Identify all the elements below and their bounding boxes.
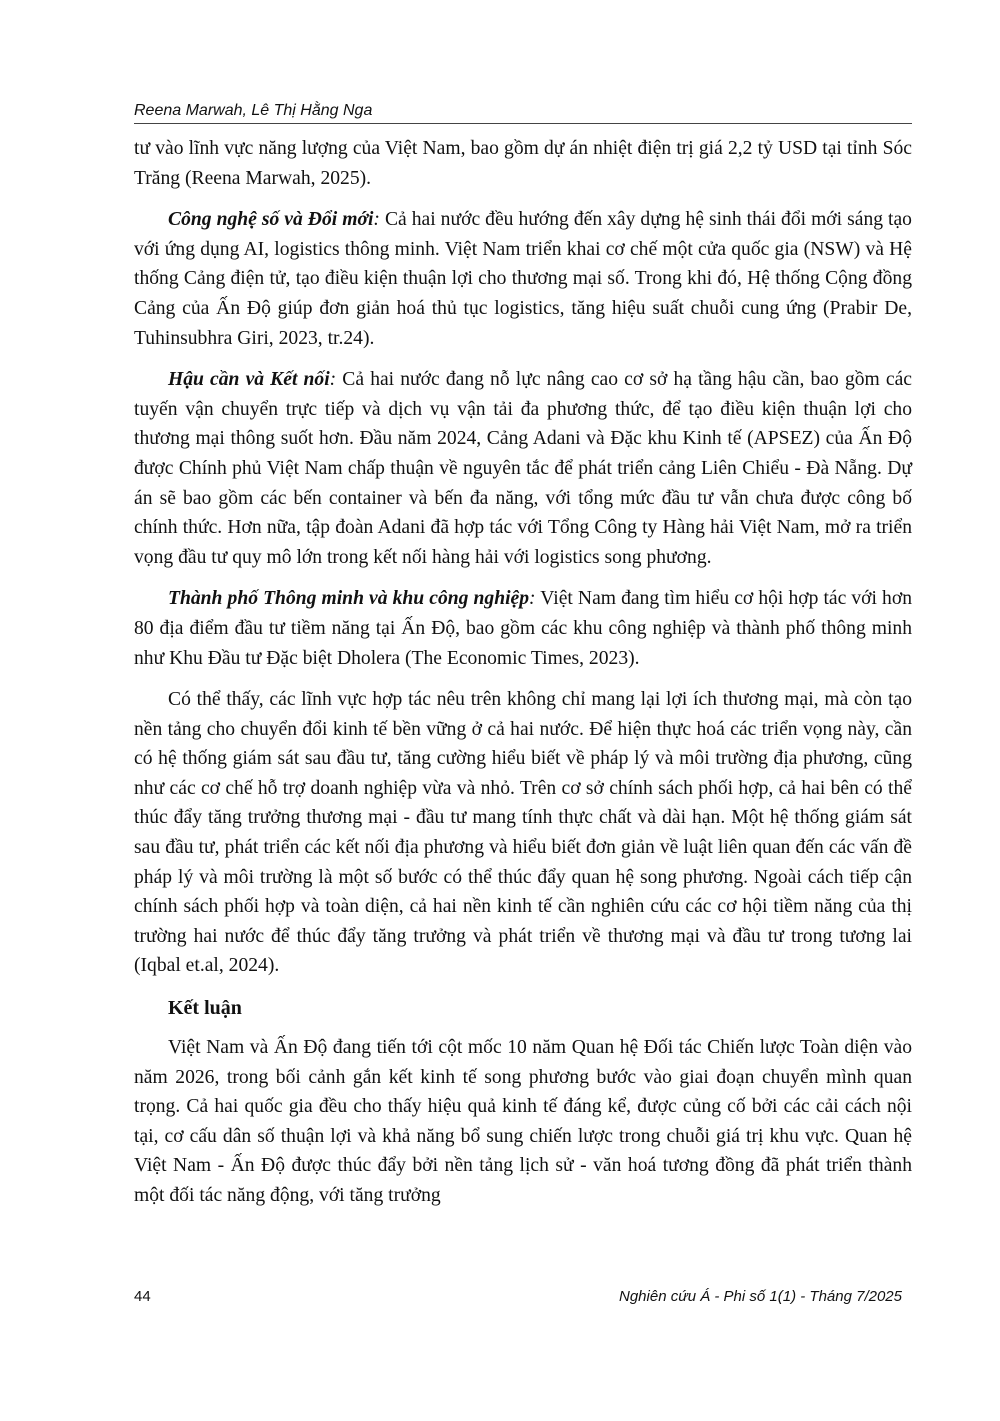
running-head-authors: Reena Marwah, Lê Thị Hằng Nga	[134, 100, 912, 124]
paragraph-text: Có thể thấy, các lĩnh vực hợp tác nêu trên không chỉ mang lại lợi ích thương mại, mà còn tạo nền tảng cho chuyển đổi kinh tế bền vững ở cả hai nước. Để hiện thực hoá các triển vọng này, cần có hệ thống giám sát sau đầu tư, tăng cường hiểu biết về pháp lý và môi trường địa phương, cũng như các cơ chế hỗ trợ doanh nghiệp vừa và nhỏ. Trên cơ sở chính sách phối hợp, cả hai bên có thể thúc đẩy tăng trưởng thương mại - đầu tư mang tính thực chất và dài hạn. Một hệ thống giám sát sau đầu tư, phát triển các kết nối địa phương và hiểu biết đơn giản về luật liên quan đến các vấn đề pháp lý và môi trường là một số bước có thể thúc đẩy quan hệ song phương. Ngoài cách tiếp cận chính sách phối hợp và toàn diện, cả hai nền kinh tế cần nghiên cứu các cơ hội tiềm năng của thị trường hai nước để thúc đẩy tăng trưởng và phát triển về thương mại và đầu tư trong tương lai (Iqbal et.al, 2024).	[134, 689, 912, 977]
section-heading-conclusion: Kết luận	[168, 997, 242, 1020]
paragraph-summary	[134, 685, 912, 981]
paragraph-lead: Công nghệ số và Đổi mới	[168, 209, 374, 231]
lead-colon: :	[329, 369, 337, 391]
article-body	[134, 134, 912, 1223]
paragraph-logistics-connectivity	[134, 365, 912, 572]
paragraph-text: tư vào lĩnh vực năng lượng của Việt Nam, bao gồm dự án nhiệt điện trị giá 2,2 tỷ USD tại tỉnh Sóc Trăng (Reena Marwah, 2025).	[134, 138, 912, 189]
paragraph-continuation	[134, 134, 912, 193]
paragraph-text: Việt Nam đang tìm hiểu cơ hội hợp tác với hơn 80 địa điểm đầu tư tiềm năng tại Ấn Độ, bao gồm các khu công nghiệp và thành phố thông minh như Khu Đầu tư Đặc biệt Dholera (The Economic Times, 2023).	[134, 588, 912, 669]
paragraph-text: Cả hai nước đều hướng đến xây dựng hệ sinh thái đổi mới sáng tạo với ứng dụng AI, logistics thông minh. Việt Nam triển khai cơ chế một cửa quốc gia (NSW) và Hệ thống Cảng điện tử, tạo điều kiện thuận lợi cho thương mại số. Trong khi đó, Hệ thống Cộng đồng Cảng của Ấn Độ giúp đơn giản hoá thủ tục logistics, tăng hiệu suất chuỗi cung ứng (Prabir De, Tuhinsubhra Giri, 2023, tr.24).	[134, 209, 912, 349]
journal-citation: Nghiên cứu Á - Phi số 1(1) - Tháng 7/2025	[619, 1288, 902, 1305]
paragraph-lead: Hậu cần và Kết nối	[168, 369, 330, 391]
paragraph-lead: Thành phố Thông minh và khu công nghiệp	[168, 588, 530, 610]
lead-colon: :	[529, 588, 536, 610]
paragraph-digital-innovation	[134, 205, 912, 353]
page-number: 44	[134, 1288, 151, 1305]
page-footer	[134, 1287, 902, 1307]
paragraph-text: Cả hai nước đang nỗ lực nâng cao cơ sở hạ tầng hậu cần, bao gồm các tuyến vận chuyển trực tiếp và dịch vụ vận tải đa phương thức, để tạo điều kiện thuận lợi cho thương mại thông suốt hơn. Đầu năm 2024, Cảng Adani và Đặc khu Kinh tế (APSEZ) của Ấn Độ được Chính phủ Việt Nam chấp thuận về nguyên tắc để phát triển cảng Liên Chiểu - Đà Nẵng. Dự án sẽ bao gồm các bến container và bến đa năng, với tổng mức đầu tư vẫn chưa được công bố chính thức. Hơn nữa, tập đoàn Adani đã hợp tác với Tổng Công ty Hàng hải Việt Nam, mở ra triển vọng đầu tư quy mô lớn trong kết nối hàng hải với logistics song phương.	[134, 369, 912, 568]
paragraph-smart-cities	[134, 584, 912, 673]
lead-colon: :	[373, 209, 380, 231]
paragraph-conclusion	[134, 1033, 912, 1211]
paragraph-text: Việt Nam và Ấn Độ đang tiến tới cột mốc 10 năm Quan hệ Đối tác Chiến lược Toàn diện vào năm 2026, trong bối cảnh gắn kết kinh tế song phương bước vào giai đoạn chuyển mình quan trọng. Cả hai quốc gia đều cho thấy hiệu quả kinh tế đáng kể, được củng cố bởi các cải cách nội tại, cơ cấu dân số thuận lợi và khả năng bổ sung chiến lược trong chuỗi giá trị khu vực. Quan hệ Việt Nam - Ấn Độ được thúc đẩy bởi nền tảng lịch sử - văn hoá tương đồng đã phát triển thành một đối tác năng động, với tăng trưởng	[134, 1037, 912, 1206]
